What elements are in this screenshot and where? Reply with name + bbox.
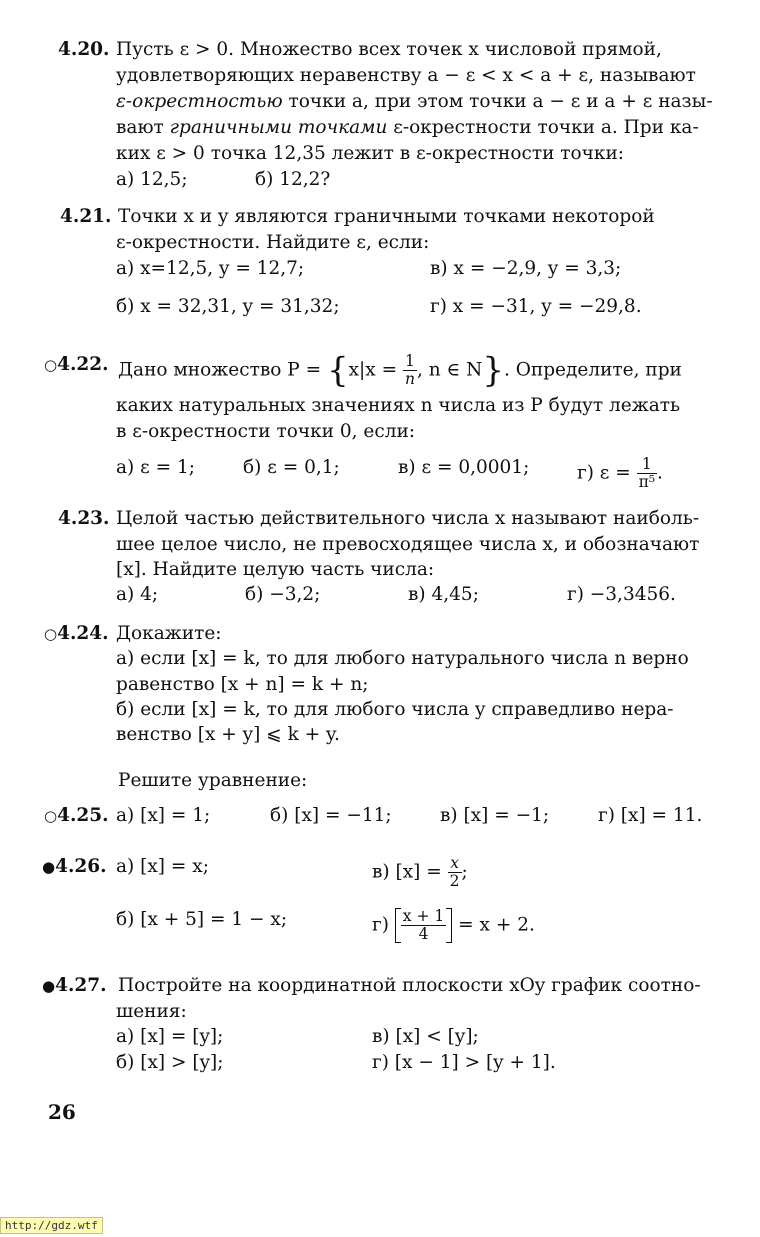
problem-4-26-option-v [372, 855, 468, 890]
problem-number-4-24 [44, 622, 109, 646]
set-tail: , n ∈ N [416, 359, 483, 381]
problem-4-20-line-3 [116, 90, 713, 114]
problem-4-22-option-a: а) ε = 1; [116, 457, 195, 478]
problem-4-24-line-4: б) если [x] = k, то для любого числа y справедливо нера- [116, 699, 674, 720]
problem-4-27-option-v: в) [x] < [y]; [372, 1026, 479, 1047]
problem-4-21-option-g: г) x = −31, y = −29,8. [430, 296, 642, 317]
option-g-tail: . [657, 462, 663, 484]
problem-number-text: 4.27. [55, 975, 107, 996]
difficulty-marker-circle: ○ [44, 356, 58, 374]
problem-number-text: 4.24. [57, 623, 109, 644]
option-v-tail: ; [461, 861, 468, 883]
problem-4-25-option-b: б) [x] = −11; [270, 805, 392, 826]
option-g-tail: = x + 2. [452, 914, 535, 936]
watermark-link[interactable]: http://gdz.wtf [0, 1217, 103, 1234]
problem-number-4-23: 4.23. [58, 508, 110, 529]
fraction-numerator: 1 [403, 353, 417, 371]
fraction-x-over-2 [448, 855, 462, 890]
problem-4-21-option-b: б) x = 32,31, y = 31,32; [116, 296, 340, 317]
line-1-head: Дано множество P = [118, 359, 327, 381]
line-4-tail: ε-окрестности точки a. При ка- [387, 117, 699, 138]
line-4-head: вают [116, 117, 170, 138]
fraction-numerator: 1 [637, 456, 657, 474]
fraction-x-plus-1-over-4 [401, 908, 446, 943]
fraction-denominator: n [405, 370, 415, 388]
problem-4-23-option-g: г) −3,3456. [567, 584, 676, 605]
problem-4-20-option-b: б) 12,2? [255, 169, 331, 190]
floor-bracket [395, 908, 452, 943]
problem-4-23-option-v: в) 4,45; [408, 584, 479, 605]
fraction-denominator: π⁵ [638, 473, 656, 491]
fraction-denominator: 2 [449, 872, 460, 890]
option-g-head: г) ε = [577, 462, 637, 484]
problem-4-20-line-1: Пусть ε > 0. Множество всех точек x числовой прямой, [116, 39, 662, 60]
problem-number-4-22 [44, 353, 109, 377]
problem-4-24-line-3: равенство [x + n] = k + n; [116, 674, 369, 695]
problem-4-20-line-5: ких ε > 0 точка 12,35 лежит в ε-окрестности точки: [116, 143, 625, 164]
problem-4-25-option-g: г) [x] = 11. [598, 805, 703, 826]
problem-number-4-20: 4.20. [58, 39, 110, 60]
problem-4-23-option-a: а) 4; [116, 584, 159, 605]
set-builder: x|x = [348, 359, 403, 381]
problem-4-27-line-2: шения: [116, 1001, 187, 1022]
set-left-brace: { [326, 350, 349, 391]
problem-4-27-option-g: г) [x − 1] > [y + 1]. [372, 1052, 556, 1073]
problem-4-20-line-2: удовлетворяющих неравенству a − ε < x < a + ε, называют [116, 65, 696, 86]
difficulty-marker-dot: ● [42, 858, 56, 876]
problem-number-text: 4.26. [55, 856, 107, 877]
difficulty-marker-dot: ● [42, 977, 56, 995]
problem-4-21-option-v: в) x = −2,9, y = 3,3; [430, 258, 622, 279]
term-epsilon-neighborhood: ε-окрестностью [116, 91, 283, 112]
page-number: 26 [48, 1100, 76, 1124]
fraction-one-over-pi5 [637, 456, 657, 491]
problem-4-22-option-v: в) ε = 0,0001; [398, 457, 530, 478]
problem-4-21-option-a: а) x=12,5, y = 12,7; [116, 258, 305, 279]
problem-4-22-line-1 [118, 350, 682, 391]
problem-4-27-option-a: а) [x] = [y]; [116, 1026, 224, 1047]
fraction-numerator: x [448, 855, 462, 873]
problem-4-22-option-b: б) ε = 0,1; [243, 457, 340, 478]
problem-4-22-line-2: каких натуральных значениях n числа из P будут лежать [116, 395, 681, 416]
problem-4-27-option-b: б) [x] > [y]; [116, 1052, 224, 1073]
option-g-head: г) [372, 914, 395, 936]
fraction-one-over-n [403, 353, 417, 388]
problem-4-25-option-a: а) [x] = 1; [116, 805, 211, 826]
problem-4-20-line-4 [116, 116, 699, 140]
problem-4-23-line-2: шее целое число, не превосходящее числа x, и обозначают [116, 534, 700, 555]
problem-number-text: 4.22. [57, 354, 109, 375]
difficulty-marker-circle: ○ [44, 625, 58, 643]
line-1-tail: . Определите, при [503, 359, 682, 381]
problem-4-26-option-b: б) [x + 5] = 1 − x; [116, 909, 288, 930]
problem-4-20-option-a: а) 12,5; [116, 169, 188, 190]
problem-number-4-25 [44, 804, 109, 828]
problem-number-text: 4.25. [57, 805, 109, 826]
problem-number-4-26 [42, 855, 107, 879]
fraction-denominator: 4 [418, 925, 429, 943]
problem-number-4-27 [42, 974, 107, 998]
problem-4-21-line-2: ε-окрестности. Найдите ε, если: [116, 232, 430, 253]
option-v-head: в) [x] = [372, 861, 448, 883]
problem-4-23-option-b: б) −3,2; [245, 584, 321, 605]
problem-4-25-option-v: в) [x] = −1; [440, 805, 550, 826]
line-3-tail: точки a, при этом точки a − ε и a + ε назы- [282, 91, 713, 112]
problem-4-26-option-a: а) [x] = x; [116, 856, 209, 877]
term-boundary-points: граничными точками [169, 117, 388, 138]
problem-4-23-line-1: Целой частью действительного числа x называют наиболь- [116, 508, 700, 529]
problem-4-24-line-1: Докажите: [116, 623, 222, 644]
fraction-numerator: x + 1 [402, 907, 445, 925]
problem-4-22-option-g [577, 456, 663, 491]
problem-4-26-option-g [372, 908, 535, 943]
section-heading-solve-equation: Решите уравнение: [118, 770, 308, 791]
problem-4-24-line-5: венство [x + y] ⩽ k + y. [116, 724, 340, 745]
set-right-brace: } [482, 350, 504, 391]
difficulty-marker-circle: ○ [44, 807, 58, 825]
problem-4-27-line-1: Постройте на координатной плоскости xOy график соотно- [118, 975, 701, 996]
problem-4-22-line-3: в ε-окрестности точки 0, если: [116, 421, 416, 442]
problem-4-21-line-1: Точки x и y являются граничными точками некоторой [118, 206, 655, 227]
problem-4-24-line-2: а) если [x] = k, то для любого натурального числа n верно [116, 648, 689, 669]
problem-number-4-21: 4.21. [60, 206, 112, 227]
problem-4-23-line-3: [x]. Найдите целую часть числа: [116, 559, 435, 580]
